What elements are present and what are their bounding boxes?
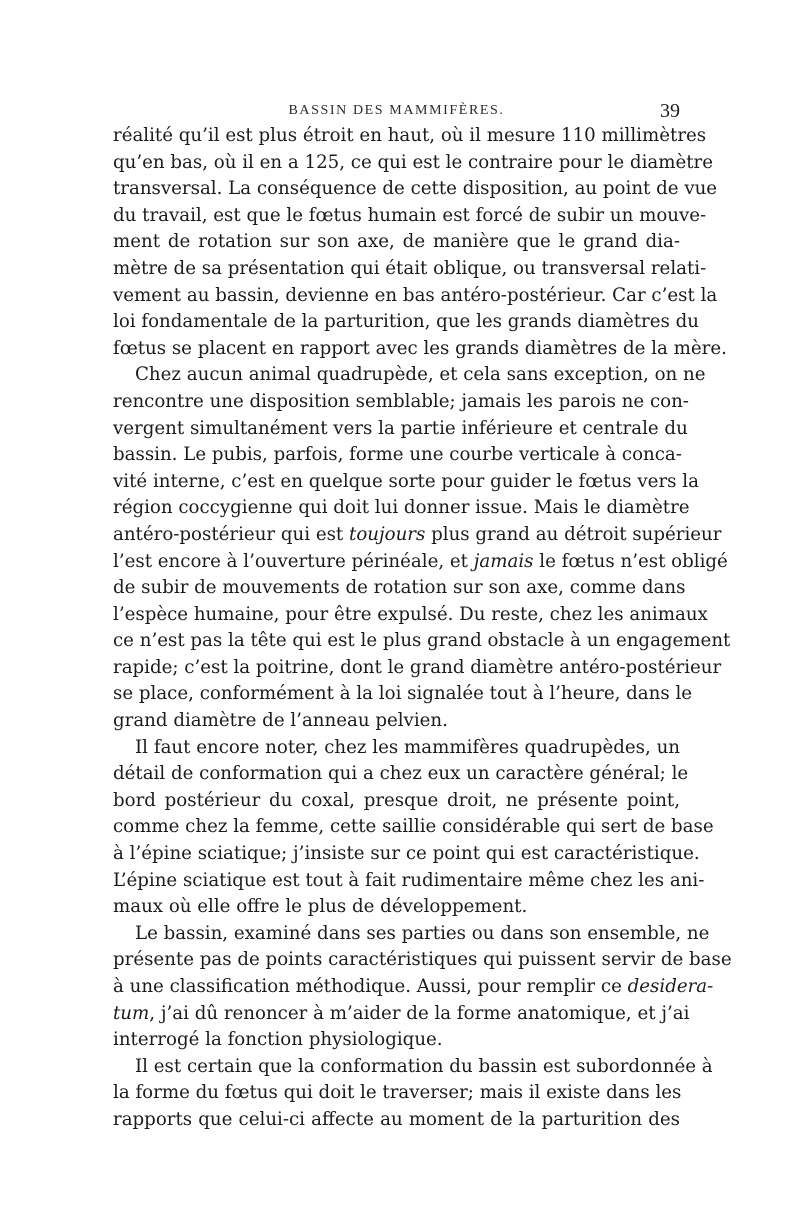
text-line: l’est encore à l’ouverture périnéale, et jamais le fœtus n’est obligé bbox=[113, 550, 728, 572]
text-line: vité interne, c’est en quelque sorte pour guider le fœtus vers la bbox=[113, 470, 699, 492]
running-head bbox=[113, 100, 680, 124]
text-line: transversal. La conséquence de cette disposition, au point de vue bbox=[113, 178, 718, 200]
text-line: antéro-postérieur qui est toujours plus grand au détroit supérieur bbox=[113, 523, 722, 545]
text-line: à l’épine sciatique; j’insiste sur ce point qui est caractéristique. bbox=[113, 843, 700, 865]
text-line: se place, conformément à la loi signalée tout à l’heure, dans le bbox=[113, 683, 693, 705]
text-line: vergent simultanément vers la partie inférieure et centrale du bbox=[113, 417, 688, 439]
text-line: grand diamètre de l’anneau pelvien. bbox=[113, 710, 448, 732]
text-line: de subir de mouvements de rotation sur son axe, comme dans bbox=[113, 577, 686, 599]
text-line: réalité qu’il est plus étroit en haut, où il mesure 110 millimètres bbox=[113, 125, 707, 146]
text-line: ment de rotation sur son axe, de manière que le grand dia- bbox=[113, 231, 680, 253]
text-line: rencontre une disposition semblable; jamais les parois ne con- bbox=[113, 390, 689, 412]
text-line: mètre de sa présentation qui était oblique, ou transversal relati- bbox=[113, 257, 707, 279]
body-text bbox=[113, 123, 732, 1134]
text-line: rapide; c’est la poitrine, dont le grand diamètre antéro-postérieur bbox=[113, 656, 722, 678]
text-line: maux où elle offre le plus de développement. bbox=[113, 896, 528, 918]
text-line: ce n’est pas la tête qui est le plus grand obstacle à un engagement bbox=[113, 630, 731, 652]
text-line: à une classification méthodique. Aussi, pour remplir ce desidera- bbox=[113, 976, 714, 997]
text-line: l’espèce humaine, pour être expulsé. Du reste, chez les animaux bbox=[113, 603, 708, 625]
text-line: bord postérieur du coxal, presque droit, ne présente point, bbox=[113, 789, 680, 811]
text-line: loi fondamentale de la parturition, que les grands diamètres du bbox=[113, 311, 699, 333]
text-line: la forme du fœtus qui doit le traverser; mais il existe dans les bbox=[113, 1082, 682, 1104]
text-line: vement au bassin, devienne en bas antéro-postérieur. Car c’est la bbox=[113, 284, 718, 306]
page-number: 39 bbox=[660, 100, 680, 122]
text-line: interrogé la fonction physiologique. bbox=[113, 1029, 443, 1051]
paragraph-first-line: Chez aucun animal quadrupède, et cela sans exception, on ne bbox=[135, 364, 706, 386]
paragraph-first-line: Le bassin, examiné dans ses parties ou dans son ensemble, ne bbox=[135, 922, 710, 944]
text-line: comme chez la femme, cette saillie considérable qui sert de base bbox=[113, 816, 714, 838]
text-line: fœtus se placent en rapport avec les grands diamètres de la mère. bbox=[113, 337, 727, 359]
text-line: L’épine sciatique est tout à fait rudimentaire même chez les ani- bbox=[113, 869, 705, 891]
text-line: rapports que celui-ci affecte au moment de la parturition des bbox=[113, 1108, 680, 1130]
text-line: bassin. Le pubis, parfois, forme une courbe verticale à conca- bbox=[113, 444, 682, 466]
paragraph-first-line: Il faut encore noter, chez les mammifères quadrupèdes, un bbox=[135, 736, 680, 758]
paragraph-first-line: Il est certain que la conformation du bassin est subordonnée à bbox=[135, 1055, 713, 1077]
running-title: BASSIN DES MAMMIFÈRES. bbox=[288, 103, 505, 118]
text-line: tum, j’ai dû renoncer à m’aider de la forme anatomique, et j’ai bbox=[113, 1002, 690, 1024]
text-line: région coccygienne qui doit lui donner issue. Mais le diamètre bbox=[113, 497, 690, 519]
text-line: qu’en bas, où il en a 125, ce qui est le contraire pour le diamètre bbox=[113, 151, 714, 173]
text-line: détail de conformation qui a chez eux un caractère général; le bbox=[113, 763, 689, 785]
text-line: du travail, est que le fœtus humain est forcé de subir un mouve- bbox=[113, 204, 707, 226]
text-line: présente pas de points caractéristiques qui puissent servir de base bbox=[113, 949, 732, 971]
